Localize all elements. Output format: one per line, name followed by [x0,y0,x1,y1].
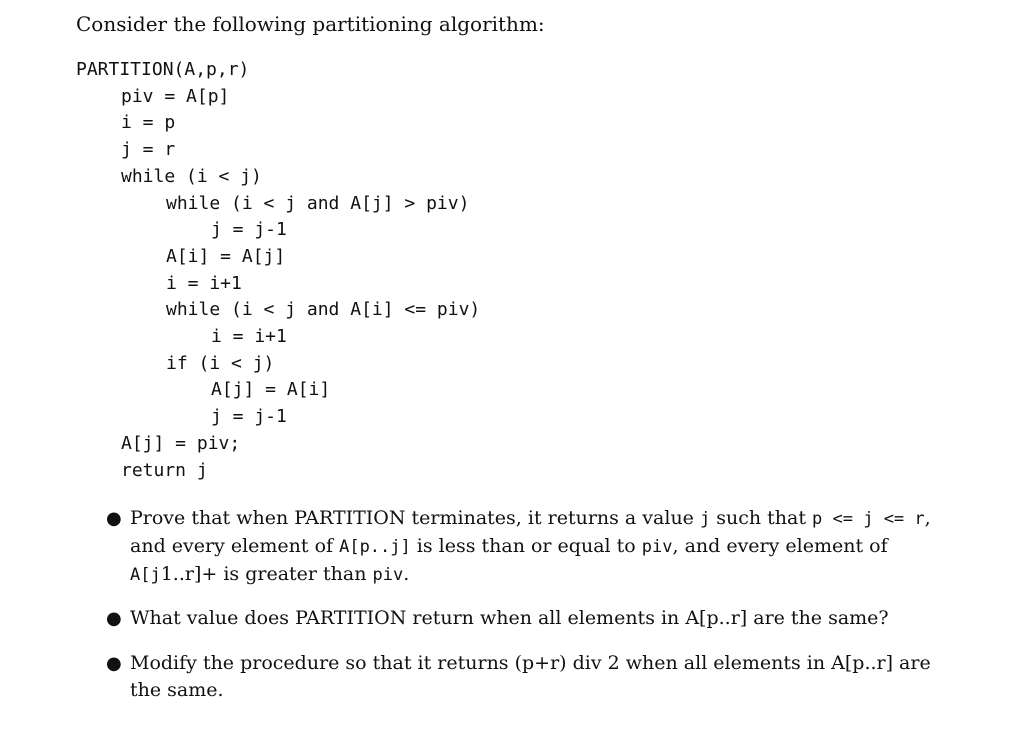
question-text-2: What value does PARTITION return when all elements in A[p..r] are the same? [130,607,889,629]
code-line: i = i+1 [166,272,242,294]
code-line: PARTITION(A,p,r) [76,59,250,80]
code-line: i = i+1 [211,326,287,347]
code-line: j = r [121,139,176,161]
code-line: j = j-1 [211,219,287,241]
bullet-dot-icon: ● [106,508,122,529]
bullet-dot-icon: ● [106,653,122,674]
code-line: i = p [121,112,176,134]
code-line: while (i < j) [121,165,262,187]
code-line: while (i < j and A[j] > piv) [166,192,470,214]
question-text-1: Prove that when PARTITION terminates, it returns a value j such that p <= j <= r, and every element of A[p..j] is less than or equal to piv, and every element of A[j1..r]+ is greater than piv. [130,507,931,585]
question-text-3: Modify the procedure so that it returns (p+r) div 2 when all elements in A[p..r] are the same. [130,652,931,701]
code-line: A[i] = A[j] [166,245,286,267]
bullet-dot-icon: ● [106,608,122,629]
code-line: A[j] = piv; [121,432,241,454]
code-line: if (i < j) [166,352,275,374]
intro-text: Consider the following partitioning algorithm: [76,12,545,36]
code-line: while (i < j and A[i] <= piv) [166,299,481,321]
code-line: piv = A[p] [121,85,230,107]
code-line: A[j] = A[i] [211,379,331,401]
code-line: return j [121,459,208,481]
code-line: j = j-1 [211,406,287,428]
